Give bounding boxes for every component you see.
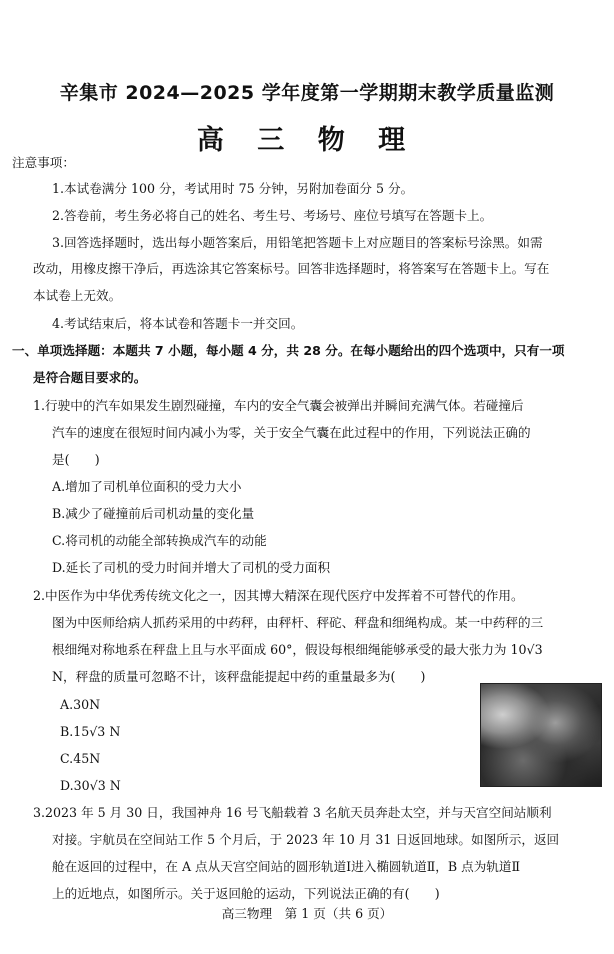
exam-title: 辛集市 2024—2025 学年度第一学期期末教学质量监测 xyxy=(59,82,555,104)
note-item: 改动，用橡皮擦干净后，再选涂其它答案标号。回答非选择题时，将答案写在答题卡上。写在 xyxy=(33,261,550,276)
q2-stem: 2.中医作为中华优秀传统文化之一，因其博大精深在现代医疗中发挥着不可替代的作用。 xyxy=(33,588,524,603)
q1-stem: 是( ) xyxy=(52,452,100,467)
q1-option-d: D.延长了司机的受力时间并增大了司机的受力面积 xyxy=(52,560,331,575)
section-heading: 一、单项选择题：本题共 7 小题，每小题 4 分，共 28 分。在每小题给出的四个选项中，只有一项 xyxy=(12,343,565,358)
note-item: 2.答卷前，考生务必将自己的姓名、考生号、考场号、座位号填写在答题卡上。 xyxy=(52,208,493,223)
notes-heading: 注意事项： xyxy=(12,155,75,170)
q3-stem: 对接。宇航员在空间站工作 5 个月后，于 2023 年 10 月 31 日返回地球。如图所示，返回 xyxy=(52,832,560,847)
q1-stem: 汽车的速度在很短时间内减小为零，关于安全气囊在此过程中的作用，下列说法正确的 xyxy=(52,425,531,440)
q1-stem: 1.行驶中的汽车如果发生剧烈碰撞，车内的安全气囊会被弹出并瞬间充满气体。若碰撞后 xyxy=(33,398,524,413)
q2-option-b: B.15√3 N xyxy=(60,724,121,739)
note-item: 3.回答选择题时，选出每小题答案后，用铅笔把答题卡上对应题目的答案标号涂黑。如需 xyxy=(52,235,543,250)
q2-option-a: A.30N xyxy=(60,697,101,712)
q3-stem: 3.2023 年 5 月 30 日，我国神舟 16 号飞船载着 3 名航天员奔赴太空，并与天宫空间站顺利 xyxy=(33,805,552,820)
q2-stem: N，秤盘的质量可忽略不计，该秤盘能提起中药的重量最多为( ) xyxy=(52,669,426,684)
note-item: 1.本试卷满分 100 分，考试用时 75 分钟，另附加卷面分 5 分。 xyxy=(52,181,414,196)
section-heading-cont: 是符合题目要求的。 xyxy=(33,370,147,385)
subject-title: 高 三 物 理 xyxy=(196,125,418,156)
chinese-medicine-scale-photo xyxy=(480,683,602,787)
page-footer: 高三物理 第 1 页（共 6 页） xyxy=(221,906,393,921)
q1-option-a: A.增加了司机单位面积的受力大小 xyxy=(52,479,242,494)
note-item: 本试卷上无效。 xyxy=(33,288,122,303)
q1-option-c: C.将司机的动能全部转换成汽车的动能 xyxy=(52,533,267,548)
q1-option-b: B.减少了碰撞前后司机动量的变化量 xyxy=(52,506,255,521)
q3-stem: 舱在返回的过程中，在 A 点从天宫空间站的圆形轨道Ⅰ进入椭圆轨道Ⅱ，B 点为轨道Ⅱ xyxy=(52,859,521,874)
q3-stem: 上的近地点，如图所示。关于返回舱的运动，下列说法正确的有( ) xyxy=(52,886,440,901)
note-item: 4.考试结束后，将本试卷和答题卡一并交回。 xyxy=(52,316,304,331)
q2-option-d: D.30√3 N xyxy=(60,778,121,793)
q2-stem: 根细绳对称地系在秤盘上且与水平面成 60°，假设每根细绳能够承受的最大张力为 10√3 xyxy=(52,642,543,657)
q2-stem: 图为中医师给病人抓药采用的中药秤，由秤杆、秤砣、秤盘和细绳构成。某一中药秤的三 xyxy=(52,615,544,630)
q2-option-c: C.45N xyxy=(60,751,101,766)
